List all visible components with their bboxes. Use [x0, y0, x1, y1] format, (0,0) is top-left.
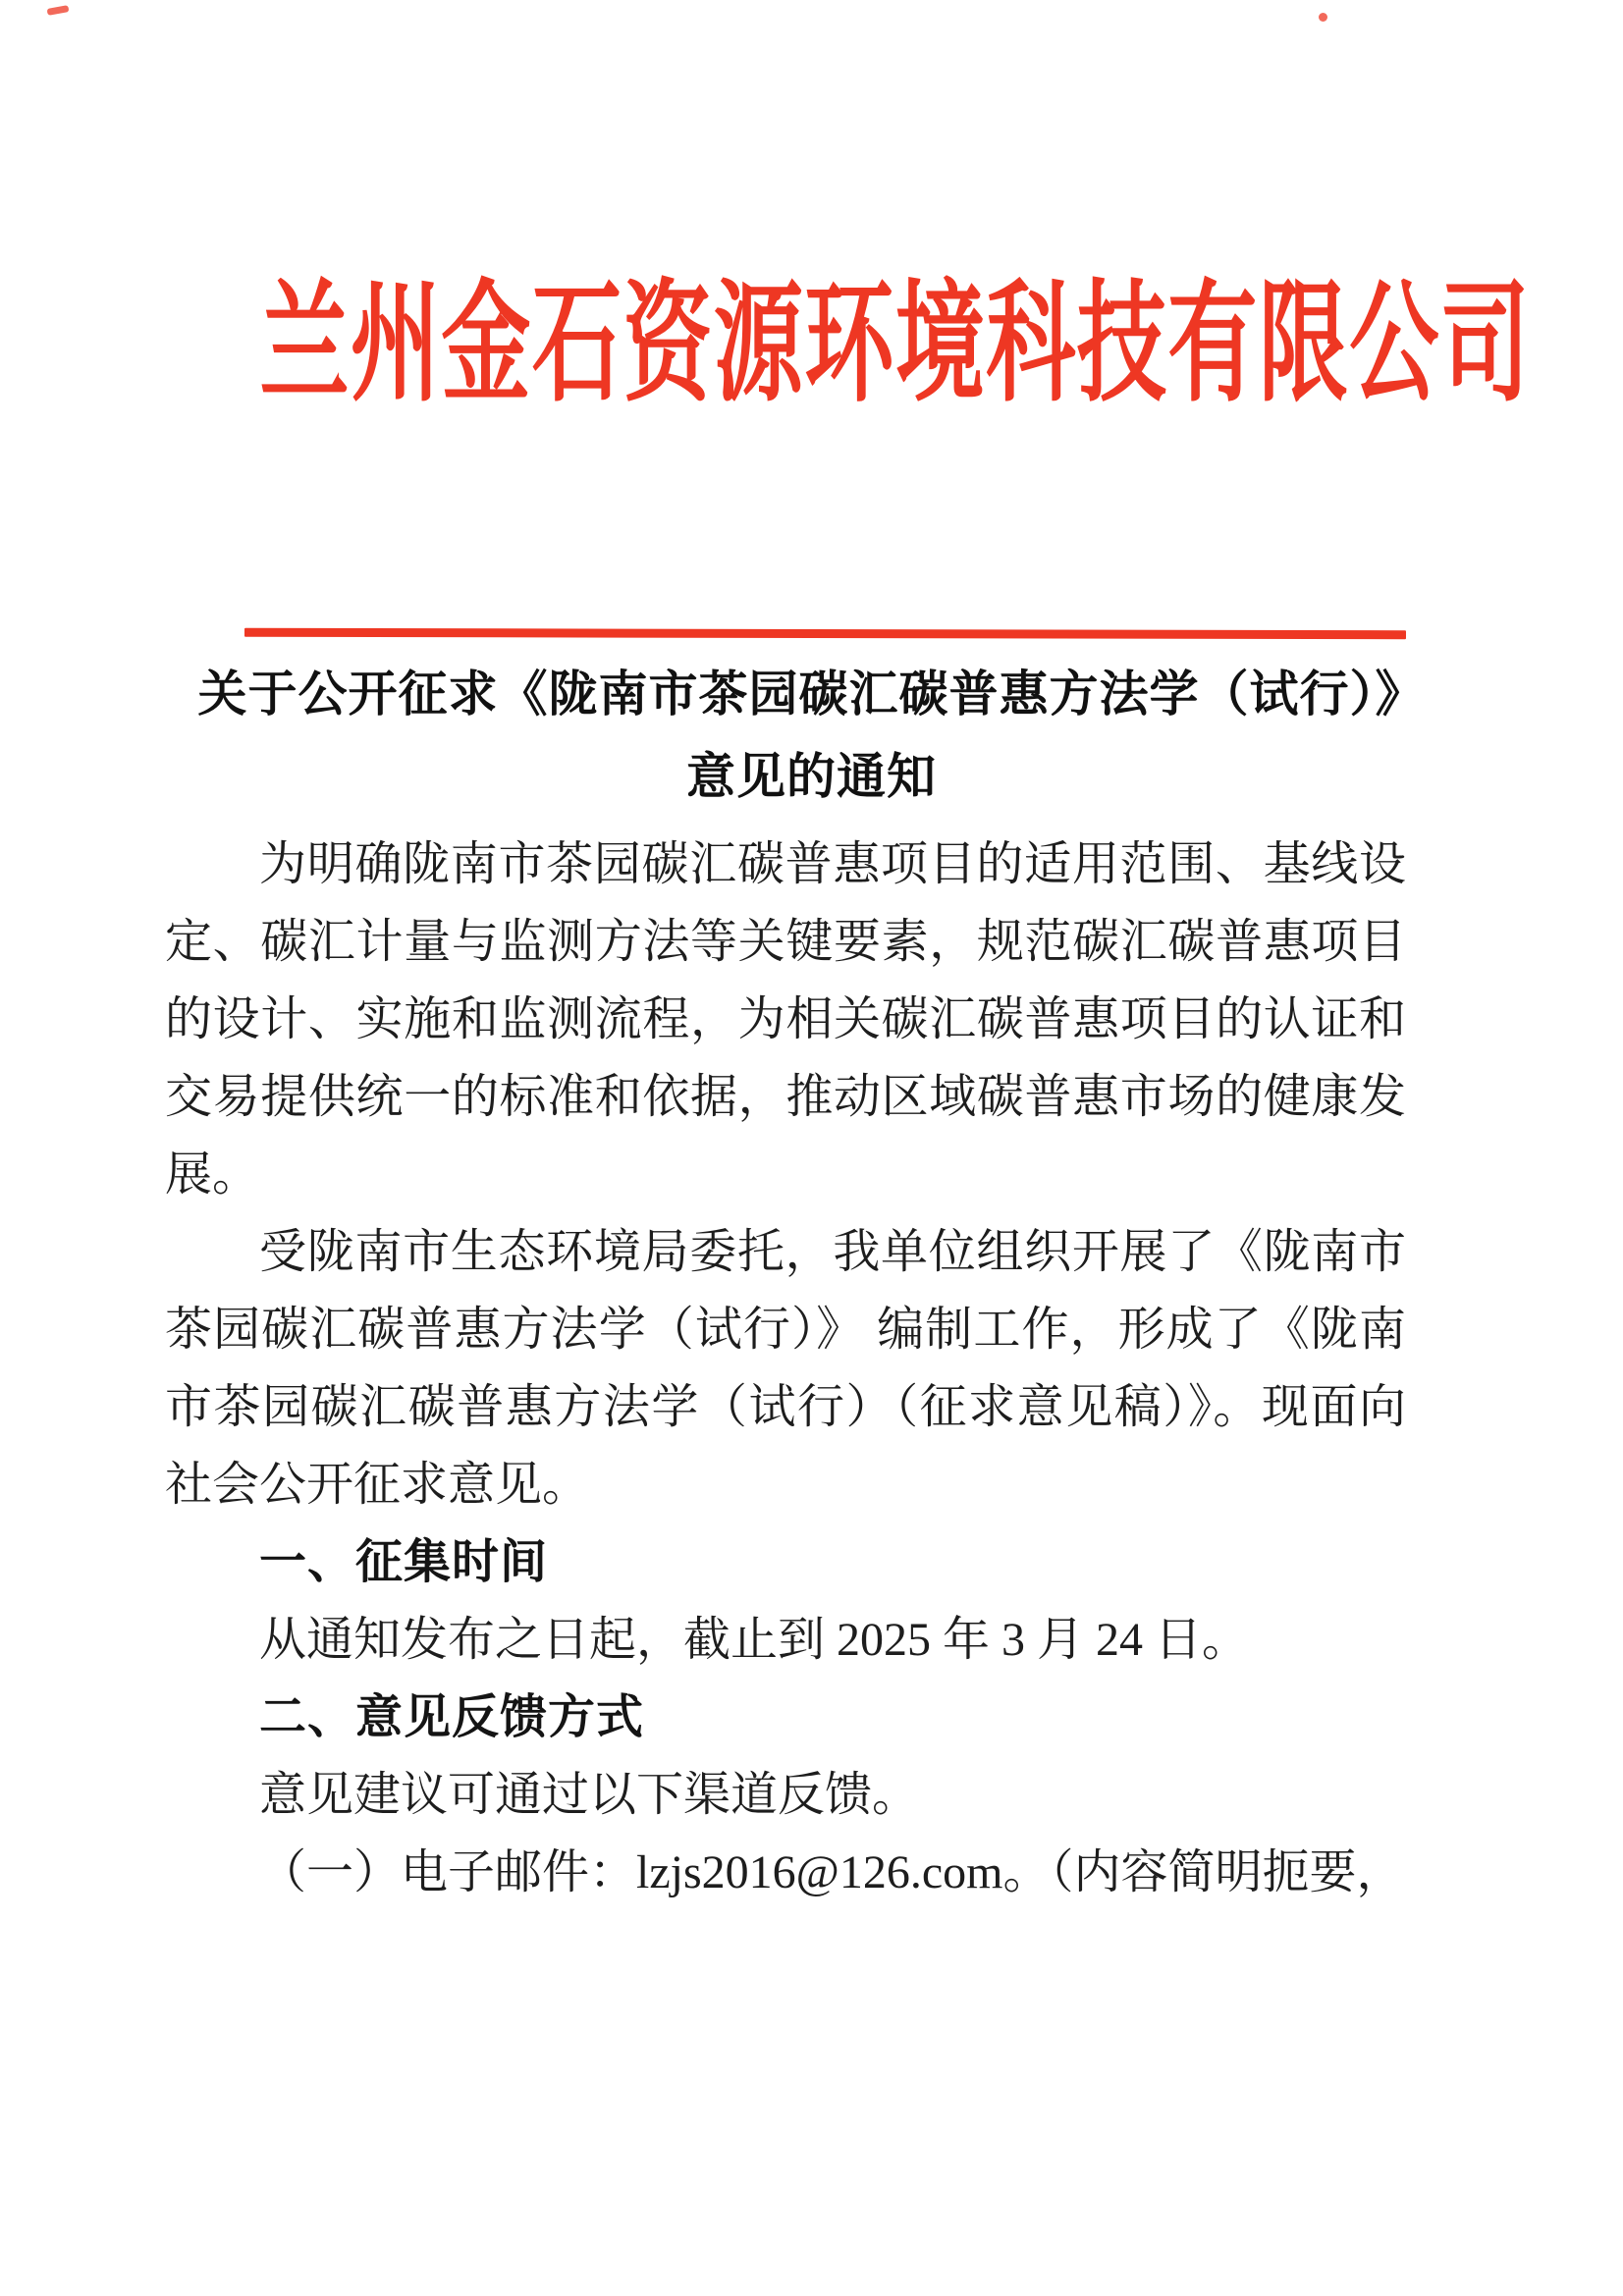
- document-title-line2: 意见的通知: [686, 749, 937, 804]
- feedback-item-email-line: （一）电子邮件：lzjs2016@126.com。（内容简明扼要，: [259, 1846, 1404, 1898]
- letterhead-divider-rule: [244, 628, 1406, 639]
- scan-artifact: [47, 5, 70, 16]
- document-body: [165, 826, 1406, 1911]
- section-body-collection-time: 从通知发布之日起，截止到 2025 年 3 月 24 日。: [259, 1614, 1250, 1666]
- body-paragraph-purpose: 为明确陇南市茶园碳汇碳普惠项目的适用范围、基线设定、碳汇计量与监测方法等关键要素，规范碳汇碳普惠项目的设计、实施和监测流程，为相关碳汇碳普惠项目的认证和交易提供统一的标准和依据，推动区域碳普惠市场的健康发展。: [165, 838, 1406, 1201]
- section-heading-feedback-method: 二、意见反馈方式: [259, 1691, 645, 1743]
- document-title-line1: 关于公开征求《陇南市茶园碳汇碳普惠方法学（试行）》: [197, 667, 1426, 721]
- document-title: [0, 653, 1623, 818]
- body-paragraph-background: 受陇南市生态环境局委托，我单位组织开展了《陇南市茶园碳汇碳普惠方法学（试行）》 编制工作，形成了《陇南市茶园碳汇碳普惠方法学（试行）（征求意见稿）》。现面向社会公开征求意见。: [165, 1226, 1406, 1511]
- section-body-feedback-method: 意见建议可通过以下渠道反馈。: [259, 1769, 920, 1821]
- company-letterhead: 兰州金石资源环境科技有限公司: [259, 272, 1532, 417]
- section-heading-collection-time: 一、征集时间: [259, 1536, 549, 1588]
- scan-artifact: [1319, 13, 1327, 22]
